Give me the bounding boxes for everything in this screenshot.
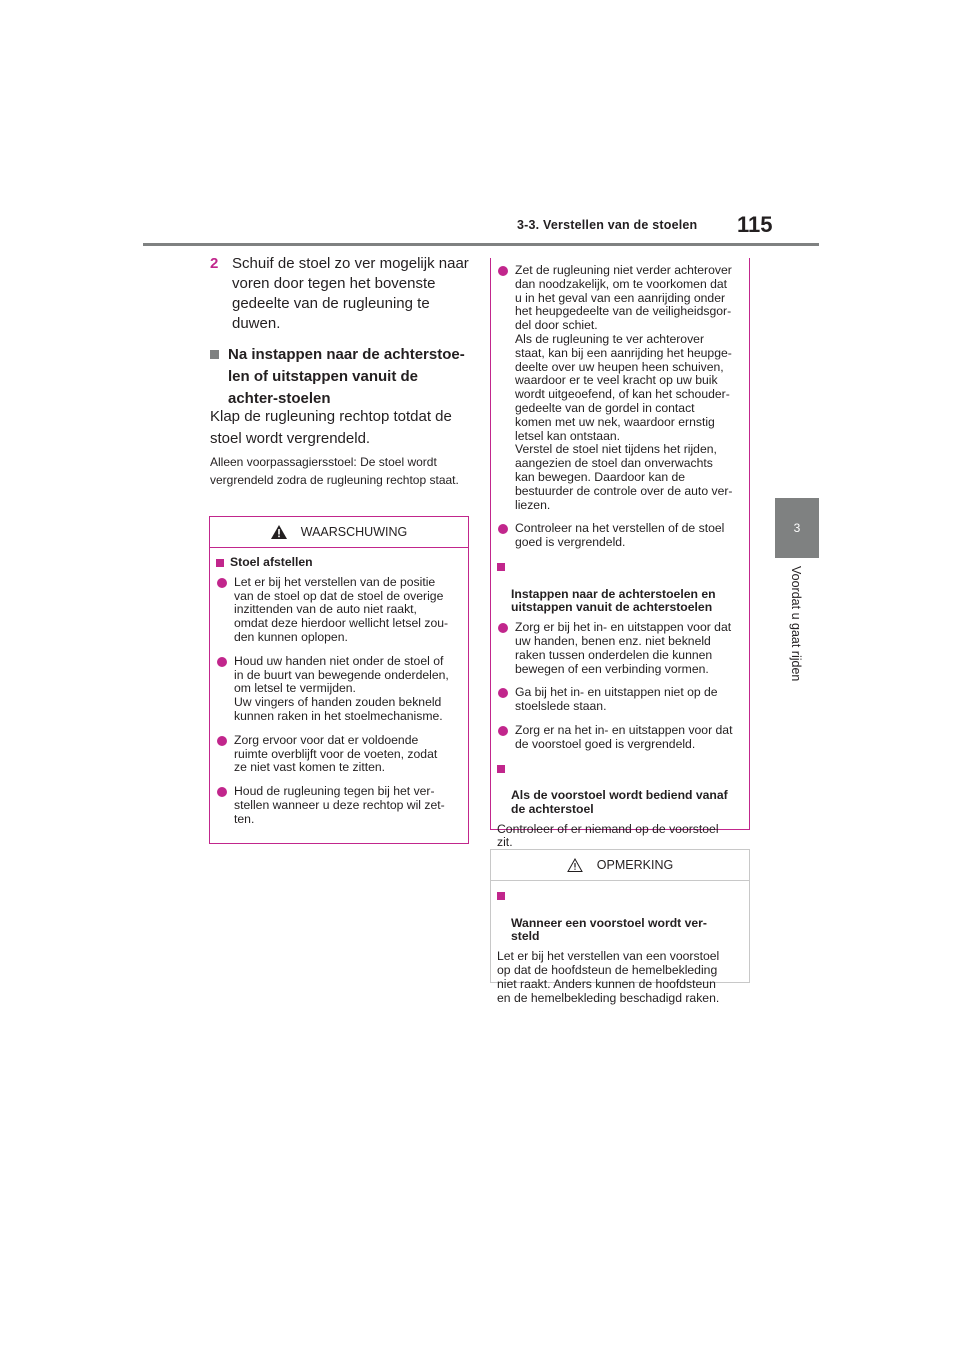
bullet-dot-icon bbox=[217, 578, 227, 588]
note-paragraph: Alleen voorpassagiersstoel: De stoel wordt vergrendeld zodra de rugleuning rechtop staat. bbox=[210, 455, 459, 487]
chapter-title-vertical bbox=[787, 566, 807, 706]
warning-bullet bbox=[497, 621, 743, 676]
bullet-dot-icon bbox=[217, 736, 227, 746]
bullet-dot-icon bbox=[498, 726, 508, 736]
warning-subheading-text: Als de voorstoel wordt bediend vanaf de achterstoel bbox=[511, 788, 728, 816]
warning-title-row bbox=[210, 517, 468, 548]
note-title: OPMERKING bbox=[596, 858, 674, 872]
bullet-dot-icon bbox=[498, 623, 508, 633]
body-paragraph: Klap de rugleuning rechtop totdat de stoel wordt vergrendeld. bbox=[210, 408, 452, 447]
warning-bullet-text: Houd de rugleuning tegen bij het ver- stellen wanneer u deze rechtop wil zet- ten. bbox=[234, 784, 445, 826]
note-text: Let er bij het verstellen van een voorstoel op dat de hoofdsteun de hemelbekleding niet raakt. Anders kunnen de hoofdsteun en de hemelbekleding beschadigd raken. bbox=[497, 949, 720, 1005]
warning-box-continued bbox=[490, 258, 750, 850]
warning-bullet-text: Zorg ervoor voor dat er voldoende ruimte overblijft voor de voeten, zodat ze niet vast komen te zitten. bbox=[234, 732, 438, 775]
warning-content bbox=[210, 548, 468, 843]
warning-bullet-text: Let er bij het verstellen van de positie van de stoel op dat de stoel de overige inzittenden van de auto niet raakt, omdat deze hierdoor wellicht letsel zou- den kunnen oplopen. bbox=[234, 574, 449, 644]
chapter-title: Voordat u gaat rijden bbox=[789, 566, 803, 682]
chapter-number: 3 bbox=[793, 521, 801, 535]
warning-subheading bbox=[497, 560, 743, 615]
square-bullet-icon bbox=[497, 765, 505, 773]
note-subheading-text: Wanneer een voorstoel wordt ver- steld bbox=[511, 915, 707, 944]
subheading-rear-seats bbox=[210, 344, 472, 410]
warning-subheading-text: Stoel afstellen bbox=[230, 555, 313, 569]
warning-bullet bbox=[216, 576, 462, 645]
bullet-dot-icon bbox=[498, 266, 508, 276]
step-text: Schuif de stoel zo ver mogelijk naar voren door tegen het bovenste gedeelte van de rugleuning te duwen. bbox=[232, 255, 469, 332]
warning-cont-content bbox=[491, 258, 749, 862]
warning-box bbox=[209, 516, 469, 844]
warning-bullet bbox=[497, 686, 743, 714]
warning-bullet-text: Controleer na het verstellen of de stoel goed is vergrendeld. bbox=[515, 521, 725, 550]
note-content bbox=[491, 881, 749, 1017]
bullet-dot-icon bbox=[498, 524, 508, 534]
warning-bullet-text: Zet de rugleuning niet verder achterover dan noodzakelijk, om te voorkomen dat u in het geval van een aanrijding onder het heupgedeelte van de veiligheidsgor- del door schiet. Als de rugleuning te ver achterover staat, kan bij een aanrijding het heupge- deelte over uw heupen heen schuiven, waardoor er te veel kracht op uw buik wordt uitgeoefend, of kan het schouder- gedeelte van de gordel in contact komen met uw nek, waardoor ernstig letsel kan ontstaan. Verstel de stoel niet tijdens het rijden, aangezien de stoel dan onverwachts kan bewegen. Daardoor kan de bestuurder de controle over de auto ver- liezen. bbox=[515, 263, 733, 512]
warning-bullet-text: Houd uw handen niet onder de stoel of in de buurt van bewegende onderdelen, om letsel te vermijden. Uw vingers of handen zouden bekneld kunnen raken in het stoelmechanisme. bbox=[234, 653, 449, 723]
square-bullet-icon bbox=[210, 350, 219, 359]
note-title-row bbox=[491, 850, 749, 881]
warning-bullet bbox=[216, 785, 462, 826]
header-divider bbox=[143, 243, 819, 246]
square-bullet-icon bbox=[216, 559, 224, 567]
warning-bullet-text: Zorg er na het in- en uitstappen voor dat de voorstoel goed is vergrendeld. bbox=[515, 722, 733, 751]
square-bullet-icon bbox=[497, 563, 505, 571]
warning-bullet bbox=[497, 522, 743, 550]
warning-subheading bbox=[216, 556, 462, 570]
warning-subheading-text: Instappen naar de achterstoelen en uitstappen vanuit de achterstoelen bbox=[511, 586, 716, 615]
step-number: 2 bbox=[210, 255, 219, 272]
bullet-dot-icon bbox=[498, 688, 508, 698]
warning-bullet-text: Zorg er bij het in- en uitstappen voor dat uw handen, benen enz. niet bekneld raken tussen onderdelen die kunnen bewegen of een verbinding vormen. bbox=[515, 620, 732, 676]
page-number: 115 bbox=[737, 212, 773, 237]
warning-title: WAARSCHUWING bbox=[300, 525, 408, 539]
warning-bullet bbox=[216, 655, 462, 724]
warning-bullet-text: Ga bij het in- en uitstappen niet op de stoelslede staan. bbox=[515, 685, 718, 714]
square-bullet-icon bbox=[497, 892, 505, 900]
warning-subheading bbox=[497, 762, 743, 817]
note-box bbox=[490, 849, 750, 1005]
warning-icon bbox=[271, 525, 287, 539]
note-subheading bbox=[497, 889, 743, 944]
warning-bullet bbox=[497, 264, 743, 512]
warning-bullet bbox=[216, 734, 462, 775]
subheading-text: Na instappen naar de achterstoe-len of uitstappen vanuit de achter-stoelen bbox=[228, 346, 465, 407]
caution-outline-icon bbox=[567, 858, 583, 872]
warning-plain-text: Controleer of er niemand op de voorstoel zit. bbox=[497, 821, 719, 850]
warning-bullet bbox=[497, 724, 743, 752]
bullet-dot-icon bbox=[217, 787, 227, 797]
section-title: 3-3. Verstellen van de stoelen bbox=[517, 218, 698, 232]
bullet-dot-icon bbox=[217, 657, 227, 667]
chapter-tab[interactable] bbox=[775, 498, 819, 558]
